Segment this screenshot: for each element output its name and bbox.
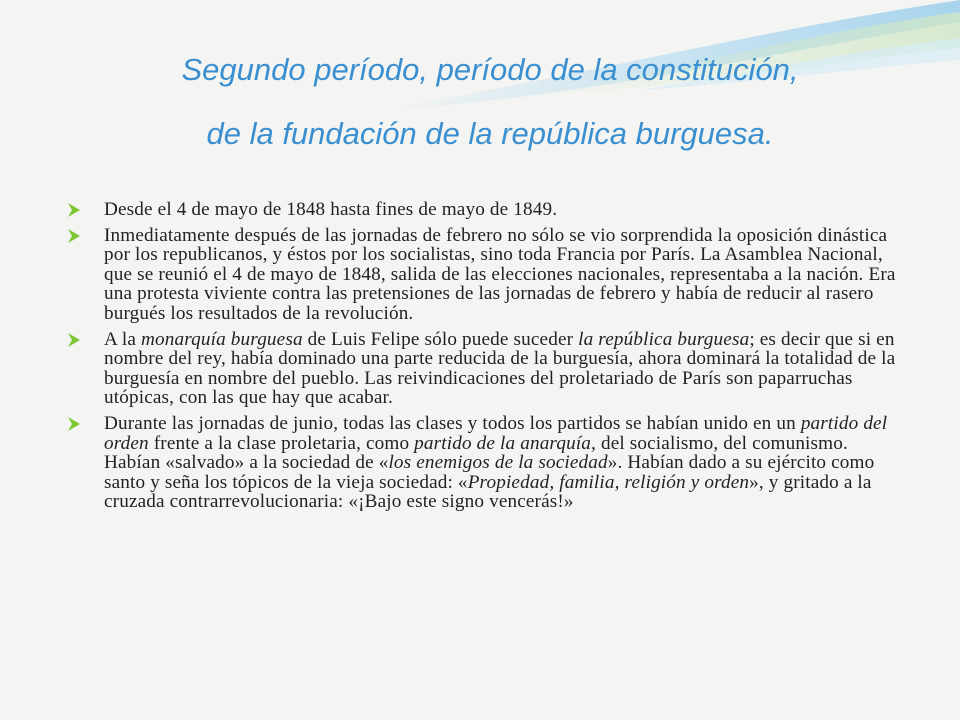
emphasis-text: los enemigos de la sociedad bbox=[388, 452, 608, 474]
slide-title bbox=[60, 38, 920, 166]
green-arrow-bullet-icon bbox=[66, 332, 82, 348]
bullet-text bbox=[104, 413, 887, 512]
emphasis-text: Propiedad, familia, religión y orden bbox=[467, 471, 750, 493]
slide-title-line-1: Segundo período, período de la constitución, bbox=[181, 52, 799, 87]
text-run: de Luis Felipe sólo puede suceder bbox=[302, 328, 579, 350]
list-item bbox=[66, 200, 902, 220]
text-run: ; es decir que si en nombre del rey, había dominado una parte reducida de la burguesía, ahora dominará la totalidad de la burguesía en nombre del pueblo. Las reivindicaciones del proletariado de París son paparruchas utópicas, con las que hay que acabar. bbox=[104, 328, 896, 409]
emphasis-text: partido de la anarquía, bbox=[414, 432, 596, 454]
text-run: », y gritado a la cruzada contrarrevolucionaria: «¡Bajo este signo vencerás!» bbox=[104, 471, 872, 513]
text-run: Durante las jornadas de junio, todas las clases y todos los partidos se habían unido en un bbox=[104, 412, 801, 434]
list-item bbox=[66, 226, 902, 324]
green-arrow-bullet-icon bbox=[66, 416, 82, 432]
green-arrow-bullet-icon bbox=[66, 228, 82, 244]
bullet-text: Desde el 4 de mayo de 1848 hasta fines de mayo de 1849. bbox=[104, 199, 558, 220]
slide-title-line-2: de la fundación de la república burguesa. bbox=[206, 116, 774, 151]
emphasis-text: la república burguesa bbox=[578, 328, 750, 350]
emphasis-text: partido del orden bbox=[104, 412, 888, 454]
text-run: del socialismo, del comunismo. Habían «salvado» a la sociedad de « bbox=[104, 432, 848, 474]
text-run: ». Habían dado a su ejército como santo y seña los tópicos de la vieja sociedad: « bbox=[104, 452, 875, 493]
list-item bbox=[66, 414, 902, 512]
bullet-text bbox=[104, 329, 895, 409]
bullet-list bbox=[66, 200, 902, 518]
green-arrow-bullet-icon bbox=[66, 202, 82, 218]
text-run: A la bbox=[104, 328, 141, 350]
bullet-text: Inmediatamente después de las jornadas de febrero no sólo se vio sorprendida la oposición dinástica por los republicanos, y éstos por los socialistas, sino toda Francia por París. La Asamblea Nacional, que se reunió el 4 de mayo de 1848, salida de las elecciones nacionales, representaba a la nación. Era una protesta viviente contra las pretensiones de las jornadas de febrero y había de reducir al rasero burgués los resultados de la revolución. bbox=[104, 224, 896, 324]
emphasis-text: monarquía burguesa bbox=[141, 328, 303, 350]
list-item bbox=[66, 330, 902, 408]
text-run: frente a la clase proletaria, como bbox=[148, 432, 415, 454]
